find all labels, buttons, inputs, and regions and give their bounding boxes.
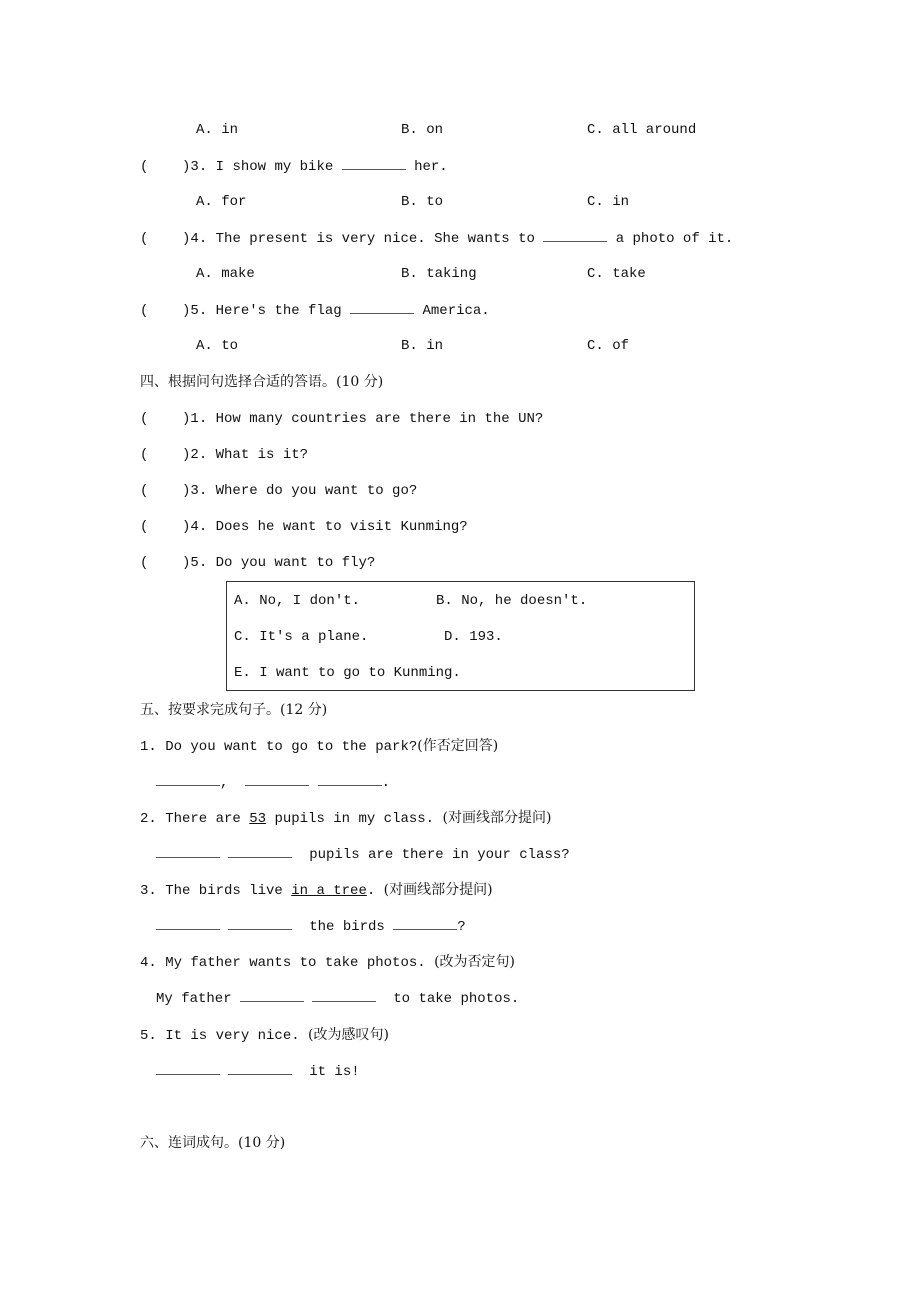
answer-paren[interactable]: ( ) [140, 519, 191, 535]
option-a: A. in [196, 122, 239, 138]
task-4: 4. My father wants to take photos. (改为否定句) [140, 954, 515, 971]
task-1: 1. Do you want to go to the park?(作否定回答) [140, 738, 499, 755]
fill-blank[interactable] [156, 1062, 220, 1075]
option-b: B. in [401, 338, 444, 354]
underlined-part: in a tree [291, 883, 367, 899]
question-4: ( )4. The present is very nice. She wants to a photo of it. [140, 231, 734, 247]
answer-line-3: the birds ? [156, 917, 466, 936]
fill-blank[interactable] [156, 917, 220, 930]
answer-a: A. No, I don't. [234, 593, 361, 609]
answer-paren[interactable]: ( ) [140, 231, 191, 247]
section-title: 五、按要求完成句子。(12 分) [140, 702, 328, 718]
fill-blank[interactable] [543, 229, 607, 242]
answer-d: D. 193. [444, 629, 503, 645]
answer-paren[interactable]: ( ) [140, 411, 191, 427]
answer-c: C. It's a plane. [234, 629, 369, 645]
option-c: C. all around [587, 122, 697, 138]
fill-blank[interactable] [342, 157, 406, 170]
answer-b: B. No, he doesn't. [436, 593, 588, 609]
fill-blank[interactable] [228, 917, 292, 930]
option-c: C. of [587, 338, 630, 354]
question-3: ( )3. I show my bike her. [140, 159, 448, 175]
option-b: B. taking [401, 266, 477, 282]
answer-line-2: pupils are there in your class? [156, 845, 570, 864]
answer-line-1: , . [156, 773, 390, 792]
answer-paren[interactable]: ( ) [140, 159, 191, 175]
section-title: 六、连词成句。(10 分) [140, 1135, 286, 1151]
option-a: A. make [196, 266, 255, 282]
question-5: ( )5. Here's the flag America. [140, 303, 490, 319]
fill-blank[interactable] [312, 989, 376, 1002]
task-5: 5. It is very nice. (改为感叹句) [140, 1027, 389, 1044]
fill-blank[interactable] [318, 773, 382, 786]
question-row: ( )4. Does he want to visit Kunming? [140, 519, 468, 535]
option-c: C. in [587, 194, 630, 210]
question-row: ( )1. How many countries are there in the UN? [140, 411, 544, 427]
option-a: A. to [196, 338, 239, 354]
underlined-part: 53 [249, 811, 267, 827]
fill-blank[interactable] [350, 301, 414, 314]
answer-paren[interactable]: ( ) [140, 447, 191, 463]
task-2: 2. There are 53 pupils in my class. (对画线部分提问) [140, 810, 552, 827]
question-row: ( )2. What is it? [140, 447, 309, 463]
answer-line-4: My father to take photos. [156, 991, 520, 1007]
option-b: B. on [401, 122, 444, 138]
question-row: ( )5. Do you want to fly? [140, 555, 376, 571]
fill-blank[interactable] [228, 1062, 292, 1075]
answer-paren[interactable]: ( ) [140, 483, 191, 499]
option-b: B. to [401, 194, 444, 210]
option-a: A. for [196, 194, 247, 210]
option-c: C. take [587, 266, 646, 282]
answer-paren[interactable]: ( ) [140, 303, 191, 319]
answer-line-5: it is! [156, 1062, 360, 1081]
section-title: 四、根据问句选择合适的答语。(10 分) [140, 374, 384, 390]
answer-e: E. I want to go to Kunming. [234, 665, 461, 681]
fill-blank[interactable] [240, 989, 304, 1002]
fill-blank[interactable] [393, 917, 457, 930]
task-3: 3. The birds live in a tree. (对画线部分提问) [140, 882, 493, 899]
fill-blank[interactable] [245, 773, 309, 786]
fill-blank[interactable] [156, 773, 220, 786]
question-row: ( )3. Where do you want to go? [140, 483, 418, 499]
answer-paren[interactable]: ( ) [140, 555, 191, 571]
fill-blank[interactable] [156, 845, 220, 858]
fill-blank[interactable] [228, 845, 292, 858]
